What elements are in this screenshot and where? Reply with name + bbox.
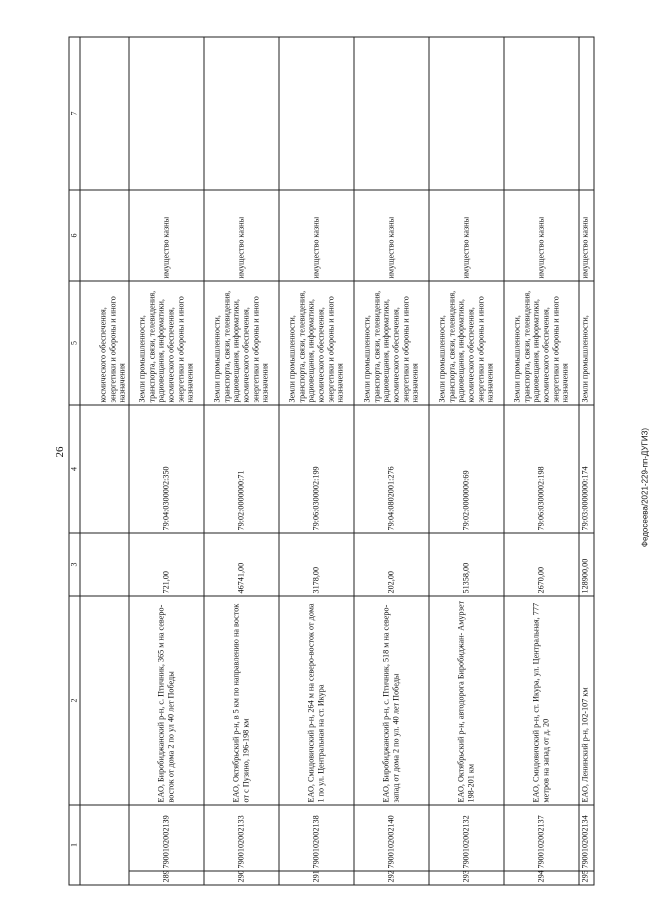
row-number: 295 [579,871,594,885]
empty-col-7 [354,37,429,190]
area-cell: 46741,00 [204,533,279,596]
table-row [579,37,594,885]
registry-number: 7900102002133 [204,805,279,871]
row-number: 292 [354,871,429,885]
land-purpose: Земли промышленности, транспорта, связи, телевидения, радиовещания, информатики, космического обеспечения, энергетики и обороны и иного назначения [129,281,204,405]
registry-number: 7900102002138 [279,805,354,871]
cadastral-number: 79:06:0300002:199 [279,405,354,533]
address-cell: ЕАО, Октябрьский р-н, в 5 км по направлению на восток от с Пузино, 196-198 км [204,596,279,805]
cadastral-number: 79:03:0000000:174 [579,405,594,533]
row-number: 294 [504,871,579,885]
row-number: 293 [429,871,504,885]
area-cell: 3178,00 [279,533,354,596]
table-header-row [69,37,80,885]
row-number: 290 [204,871,279,885]
page-number: 26 [54,446,66,458]
continuation-row [80,37,129,885]
empty-col-7 [504,37,579,190]
property-category: имущество казны [204,190,279,281]
property-table [69,37,595,886]
land-purpose: Земли промышленности, транспорта, связи, телевидения, радиовещания, информатики, космического обеспечения, энергетики и обороны и иного назначения [354,281,429,405]
table-row [129,37,204,885]
empty-col-7 [204,37,279,190]
cadastral-number: 79:06:0300002:198 [504,405,579,533]
document-footer-note: Федосеева/2021-229-пп-ДУГИЗ) [640,427,650,548]
empty-col-7 [429,37,504,190]
row-number: 289 [129,871,204,885]
property-category: имущество казны [354,190,429,281]
address-cell: ЕАО, Смидовичский р-н, 264 м на северо-восток от дома 1 по ул. Центральная на ст. Икура [279,596,354,805]
registry-number: 7900102002132 [429,805,504,871]
header-col-5: 5 [69,281,80,405]
table-row [354,37,429,885]
land-purpose: Земли промышленности, транспорта, связи, телевидения, радиовещания, информатики, космического обеспечения, энергетики и обороны и иного назначения [204,281,279,405]
property-category: имущество казны [579,190,594,281]
property-category: имущество казны [279,190,354,281]
registry-number: 7900102002140 [354,805,429,871]
header-col-4: 4 [69,405,80,533]
address-cell: ЕАО, Биробиджанский р-н, с. Птичник, 518 м на северо-запад от дома 2 по ул. 40 лет Победы [354,596,429,805]
header-col-6: 6 [69,190,80,281]
area-cell: 721,00 [129,533,204,596]
cadastral-number: 79:02:0000000:71 [204,405,279,533]
empty-col-7 [579,37,594,190]
header-col-2: 2 [69,596,80,805]
land-purpose: Земли промышленности, [579,281,594,405]
area-cell: 128900,00 [579,533,594,596]
cadastral-number: 79:04:0802001:276 [354,405,429,533]
land-purpose: Земли промышленности, транспорта, связи, телевидения, радиовещания, информатики, космического обеспечения, энергетики и обороны и иного назначения [279,281,354,405]
header-col-1: 1 [69,805,80,885]
land-purpose: Земли промышленности, транспорта, связи, телевидения, радиовещания, информатики, космического обеспечения, энергетики и обороны и иного назначения [429,281,504,405]
table-row [204,37,279,885]
registry-number: 7900102002137 [504,805,579,871]
property-category: имущество казны [429,190,504,281]
property-table-container [69,33,590,883]
header-col-7: 7 [69,37,80,190]
registry-number: 7900102002134 [579,805,594,871]
property-category: имущество казны [129,190,204,281]
land-purpose: Земли промышленности, транспорта, связи, телевидения, радиовещания, информатики, космического обеспечения, энергетики и обороны и иного назначения [504,281,579,405]
address-cell: ЕАО, Биробиджанский р-н, с. Птичник, 365 м на северо-восток от дома 2 по ул 40 лет Победы [129,596,204,805]
property-category: имущество казны [504,190,579,281]
address-cell: ЕАО, Ленинский р-н, 102-107 км [579,596,594,805]
area-cell: 2670,00 [504,533,579,596]
empty-col-7 [279,37,354,190]
cadastral-number: 79:02:0000000:69 [429,405,504,533]
registry-number: 79001020021З9 [129,805,204,871]
continuation-purpose: космического обеспечения, энергетики и обороны и иного назначения [80,281,129,405]
table-row [429,37,504,885]
empty-col-7 [129,37,204,190]
cadastral-number: 79:04:0300002:350 [129,405,204,533]
row-number: 291 [279,871,354,885]
address-cell: ЕАО, Октябрьский р-н, автодорога Биробиджан- Амурзет 198-201 км [429,596,504,805]
header-col-3: 3 [69,533,80,596]
area-cell: 51358,00 [429,533,504,596]
table-row [504,37,579,885]
address-cell: ЕАО, Смидовичский р-н, ст. Икура, ул. Центральная, 777 метров на запад от д. 20 [504,596,579,805]
table-row [279,37,354,885]
area-cell: 202,00 [354,533,429,596]
